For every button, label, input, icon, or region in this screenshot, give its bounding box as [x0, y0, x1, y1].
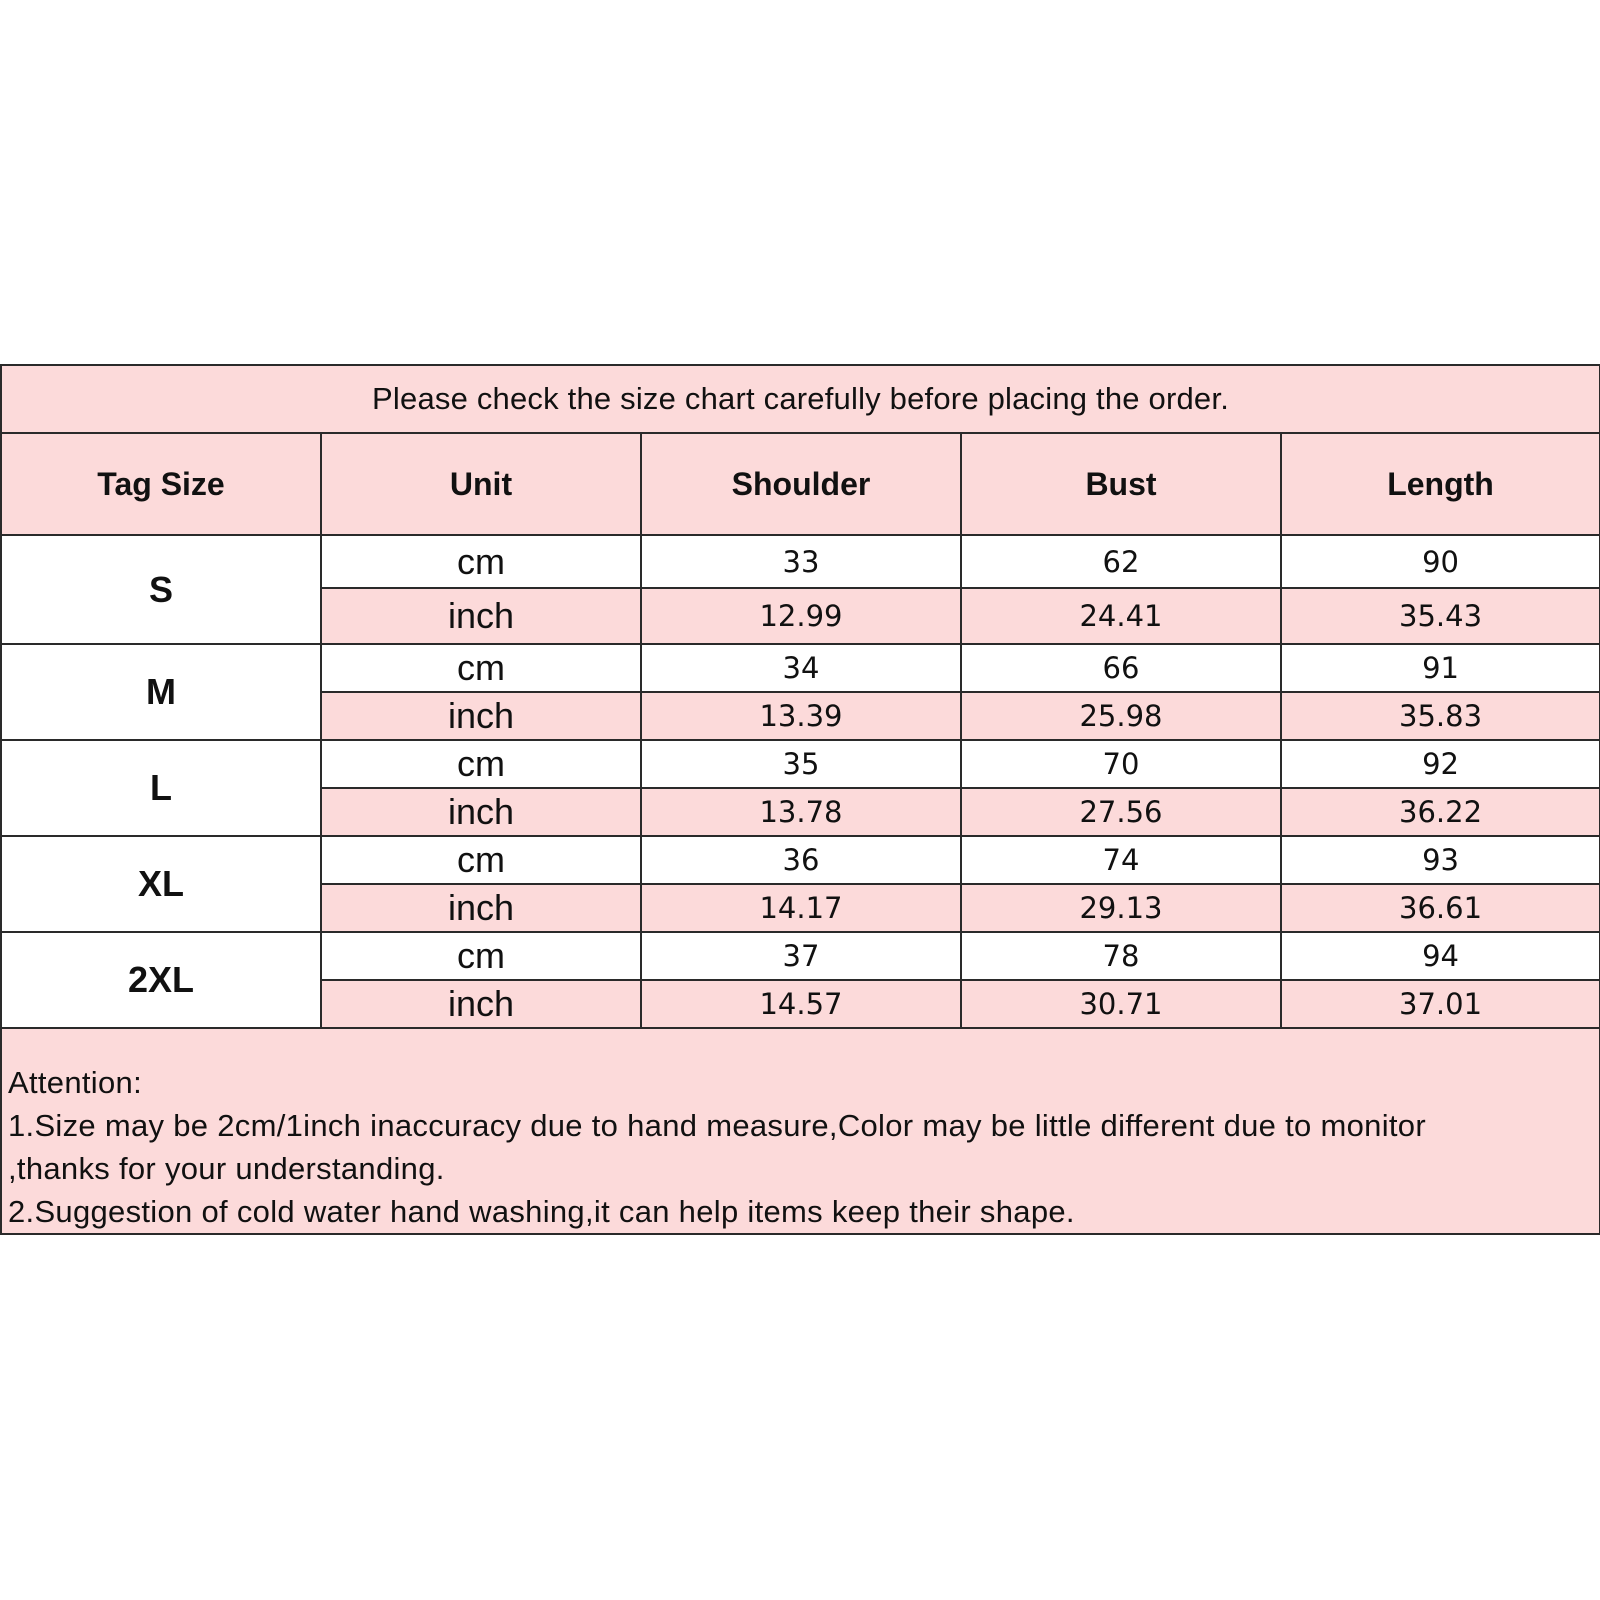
header-bust: Bust [961, 433, 1281, 535]
shoulder-value: 37 [641, 932, 961, 980]
length-value: 36.22 [1281, 788, 1600, 836]
unit-cell: inch [321, 692, 641, 740]
header-row [1, 433, 1600, 535]
attention-notes [1, 1028, 1600, 1234]
length-value: 91 [1281, 644, 1600, 692]
length-value: 35.43 [1281, 588, 1600, 644]
table-row [1, 644, 1600, 692]
length-value: 36.61 [1281, 884, 1600, 932]
size-chart-table [0, 364, 1600, 1235]
unit-cell: inch [321, 884, 641, 932]
bust-value: 78 [961, 932, 1281, 980]
length-value: 35.83 [1281, 692, 1600, 740]
shoulder-value: 13.78 [641, 788, 961, 836]
unit-cell: inch [321, 788, 641, 836]
table-row [1, 836, 1600, 884]
unit-cell: cm [321, 535, 641, 588]
notice-text: Please check the size chart carefully before placing the order. [1, 365, 1600, 433]
tag-size-cell: L [1, 740, 321, 836]
shoulder-value: 14.57 [641, 980, 961, 1028]
table-row [1, 535, 1600, 588]
bust-value: 30.71 [961, 980, 1281, 1028]
tag-size-cell: S [1, 535, 321, 644]
length-value: 90 [1281, 535, 1600, 588]
attention-line-2: 2.Suggestion of cold water hand washing,it can help items keep their shape. [8, 1194, 1075, 1229]
header-unit: Unit [321, 433, 641, 535]
bust-value: 74 [961, 836, 1281, 884]
attention-line-1-continued: ,thanks for your understanding. [8, 1151, 445, 1186]
attention-title: Attention: [8, 1065, 142, 1100]
attention-row [1, 1028, 1600, 1234]
shoulder-value: 14.17 [641, 884, 961, 932]
table-row [1, 932, 1600, 980]
shoulder-value: 13.39 [641, 692, 961, 740]
tag-size-cell: XL [1, 836, 321, 932]
unit-cell: cm [321, 932, 641, 980]
bust-value: 62 [961, 535, 1281, 588]
length-value: 37.01 [1281, 980, 1600, 1028]
header-shoulder: Shoulder [641, 433, 961, 535]
size-chart [0, 364, 1599, 1235]
bust-value: 70 [961, 740, 1281, 788]
bust-value: 29.13 [961, 884, 1281, 932]
shoulder-value: 36 [641, 836, 961, 884]
attention-line-1: 1.Size may be 2cm/1inch inaccuracy due to hand measure,Color may be little different due to monitor [8, 1108, 1426, 1143]
bust-value: 25.98 [961, 692, 1281, 740]
shoulder-value: 12.99 [641, 588, 961, 644]
header-length: Length [1281, 433, 1600, 535]
shoulder-value: 33 [641, 535, 961, 588]
length-value: 93 [1281, 836, 1600, 884]
unit-cell: inch [321, 588, 641, 644]
header-tag-size: Tag Size [1, 433, 321, 535]
shoulder-value: 35 [641, 740, 961, 788]
unit-cell: inch [321, 980, 641, 1028]
unit-cell: cm [321, 740, 641, 788]
unit-cell: cm [321, 644, 641, 692]
tag-size-cell: 2XL [1, 932, 321, 1028]
tag-size-cell: M [1, 644, 321, 740]
shoulder-value: 34 [641, 644, 961, 692]
bust-value: 66 [961, 644, 1281, 692]
unit-cell: cm [321, 836, 641, 884]
length-value: 94 [1281, 932, 1600, 980]
length-value: 92 [1281, 740, 1600, 788]
bust-value: 24.41 [961, 588, 1281, 644]
table-row [1, 740, 1600, 788]
bust-value: 27.56 [961, 788, 1281, 836]
